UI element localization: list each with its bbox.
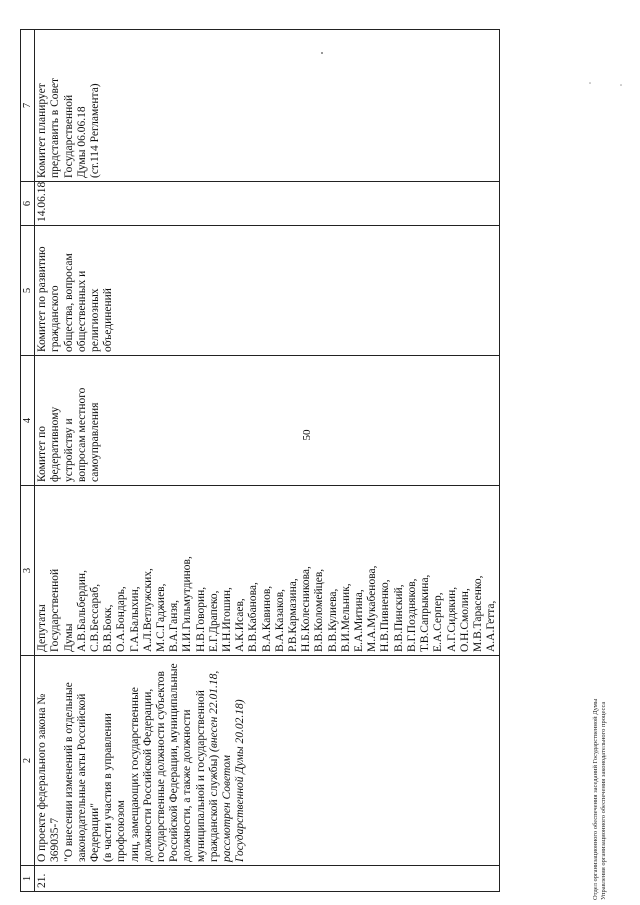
author-line: И.И.Гильмутдинов, (181, 556, 194, 652)
author-line: В.В.Кабанова, (247, 582, 260, 652)
author-line: И.Н.Игошин, (221, 587, 234, 652)
column-header-6: 6 (21, 182, 35, 226)
author-line: Р.В.Кармазина, (287, 578, 300, 652)
author-line: Думы (62, 623, 75, 652)
author-line: В.В.Пинский, (392, 584, 405, 652)
date-cell: 14.06.18 (35, 182, 500, 226)
header-row (21, 30, 35, 892)
author-line: В.В.Кулиева, (326, 588, 339, 652)
author-line: Т.В.Сапрыкина, (419, 574, 432, 652)
agenda-table (20, 29, 500, 892)
column-header-2: 2 (21, 656, 35, 866)
author-line: Государственной (49, 568, 62, 652)
column-header-7: 7 (21, 30, 35, 182)
author-line: Г.А.Балыхин, (128, 586, 141, 652)
author-line: О.А.Бондарь, (115, 586, 128, 652)
table-row (35, 30, 500, 892)
author-line: В.А.Казаков, (273, 588, 286, 652)
page-number: 50 (301, 429, 313, 441)
column-header-1: 1 (21, 866, 35, 892)
row-number: 21. (35, 866, 500, 892)
author-line: Е.Г.Драпеко, (207, 590, 220, 652)
bill-title: О проекте федерального закона № 369035-7 "О внесении изменений в отдельные законодательные акты Российской Федерации" (в части участия в управлении профсоюзом лиц, замещающих государственные должности Российской Федерации, государственные должности субъектов Российской Федерации, муниципальные должности, а также должности муниципальной и государственной гражданской службы) (36, 663, 220, 862)
coexecutor-committee: Комитет по развитию гражданского общества, вопросам общественных и религиозных объединений (35, 226, 500, 356)
author-line: В.А.Кавинов, (260, 585, 273, 652)
authors-cell (35, 486, 500, 656)
author-line: Н.В.Пивненко, (379, 579, 392, 652)
author-line: О.Н.Смолин, (458, 588, 471, 652)
author-line: М.В.Тарасенко, (471, 575, 484, 652)
author-line: В.В.Бокк, (102, 604, 115, 652)
author-line: В.И.Мельник, (339, 583, 352, 652)
column-header-4: 4 (21, 356, 35, 486)
author-line: В.Г.Поздняков, (405, 578, 418, 652)
author-line: А.Г.Сидякин, (445, 586, 458, 652)
author-line: В.В.Коломейцев, (313, 568, 326, 652)
agenda-table-sheet (20, 30, 630, 892)
author-line: С.В.Бессараб, (89, 583, 102, 652)
author-line: В.А.Ганзя, (168, 599, 181, 652)
footer-line-2: Управления организационного обеспечения законодательного процесса (600, 701, 607, 900)
column-header-3: 3 (21, 486, 35, 656)
author-line: М.С.Гаджиев, (155, 583, 168, 652)
author-line: Н.Б.Колесникова, (300, 566, 313, 652)
bill-submission-note: (внесен 22.01.18, рассмотрен Советом Государственной Думы 20.02.18) (207, 670, 247, 862)
author-line: А.А.Гетта, (485, 600, 498, 652)
author-line: Е.А.Серпер, (432, 592, 445, 652)
author-line: А.В.Бальбердин, (75, 570, 88, 652)
author-line: А.Л.Ветлужских, (141, 568, 154, 652)
bill-cell (35, 656, 500, 866)
column-header-5: 5 (21, 226, 35, 356)
author-line: Е.А.Митина, (353, 589, 366, 652)
author-line: М.А.Мукабенова, (366, 565, 379, 652)
note-cell: Комитет планирует представить в Совет Государственной Думы 06.06.18 (ст.114 Регламента) (35, 30, 500, 182)
author-line: А.К.Исаев, (234, 598, 247, 652)
author-line: Н.В.Говорин, (194, 586, 207, 652)
footer-line-1: Отдел организационного обеспечения заседаний Государственной Думы (592, 698, 599, 900)
author-line: Депутаты (36, 604, 49, 652)
footer-notes (592, 580, 608, 900)
responsible-committee: Комитет по федеративному устройству и вопросам местного самоуправления (35, 356, 500, 486)
